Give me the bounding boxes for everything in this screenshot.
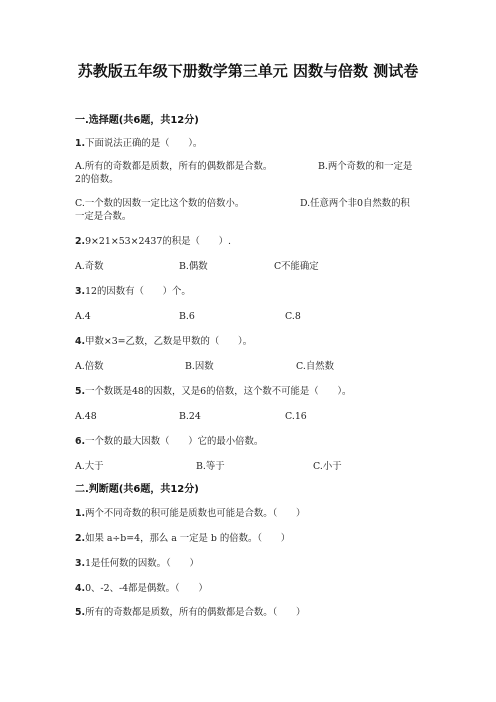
judgement-2 <box>75 532 290 546</box>
option-a: A.奇数 <box>75 261 104 272</box>
question-text: 0、-2、-4都是偶数。（ ） <box>85 583 208 594</box>
judgement-5 <box>75 606 305 620</box>
question-text: 一个数既是48的因数，又是6的倍数，这个数不可能是（ ）。 <box>85 386 352 397</box>
question-text: 9×21×53×2437的积是（ ）. <box>85 236 231 247</box>
option-c: C.小于 <box>313 461 342 472</box>
question-number: 3. <box>75 286 86 297</box>
option-c: C.8 <box>285 311 301 322</box>
question-text: 甲数×3=乙数，乙数是甲数的（ ）。 <box>85 336 253 347</box>
question-number: 5. <box>75 607 86 618</box>
question-number: 6. <box>75 436 86 447</box>
option-b-continued: 2的倍数。 <box>75 174 119 185</box>
question-text: 如果 a÷b=4，那么 a 一定是 b 的倍数。（ ） <box>85 533 291 544</box>
question-number: 4. <box>75 583 86 594</box>
judgement-4 <box>75 582 208 596</box>
option-c: C.16 <box>285 411 307 422</box>
section-heading-choice: 一.选择题(共6题，共12分) <box>75 115 199 126</box>
option-b: B.因数 <box>185 361 214 372</box>
option-b: B.24 <box>179 411 201 422</box>
option-b: B.6 <box>179 311 195 322</box>
option-c: C.自然数 <box>296 361 334 372</box>
question-text: 1是任何数的因数。（ ） <box>85 558 199 569</box>
judgement-3 <box>75 557 199 571</box>
option-d-continued: 一定是合数。 <box>75 211 132 222</box>
question-text: 12的因数有（ ）个。 <box>85 286 191 297</box>
question-number: 4. <box>75 336 86 347</box>
option-b: B.两个奇数的和一定是 <box>318 161 413 172</box>
question-number: 1. <box>75 138 86 149</box>
question-6 <box>75 435 263 449</box>
question-2 <box>75 235 231 249</box>
question-1 <box>75 137 202 151</box>
question-number: 1. <box>75 508 86 519</box>
question-text: 所有的奇数都是质数，所有的偶数都是合数。（ ） <box>85 607 306 618</box>
option-a: A.大于 <box>75 461 104 472</box>
question-number: 2. <box>75 533 86 544</box>
question-text: 一个数的最大因数（ ）它的最小倍数。 <box>85 436 264 447</box>
option-a: A.倍数 <box>75 361 104 372</box>
question-4 <box>75 335 252 349</box>
question-text: 两个不同奇数的积可能是质数也可能是合数。（ ） <box>85 508 306 519</box>
page-title: 苏教版五年级下册数学第三单元 因数与倍数 测试卷 <box>77 62 419 80</box>
question-number: 3. <box>75 558 86 569</box>
option-c: C.一个数的因数一定比这个数的倍数小。 <box>75 198 245 209</box>
option-c: C不能确定 <box>274 261 319 272</box>
option-b: B.等于 <box>196 461 225 472</box>
judgement-1 <box>75 507 305 521</box>
question-number: 2. <box>75 236 86 247</box>
option-a: A.48 <box>75 411 97 422</box>
option-a: A.4 <box>75 311 91 322</box>
question-text: 下面说法正确的是（ ）。 <box>85 138 203 149</box>
option-d: D.任意两个非0自然数的积 <box>300 198 410 209</box>
section-heading-judgement: 二.判断题(共6题，共12分) <box>75 484 199 495</box>
option-b: B.偶数 <box>179 261 208 272</box>
option-a: A.所有的奇数都是质数，所有的偶数都是合数。 <box>75 161 273 172</box>
question-number: 5. <box>75 386 86 397</box>
question-5 <box>75 385 351 399</box>
question-3 <box>75 285 191 299</box>
